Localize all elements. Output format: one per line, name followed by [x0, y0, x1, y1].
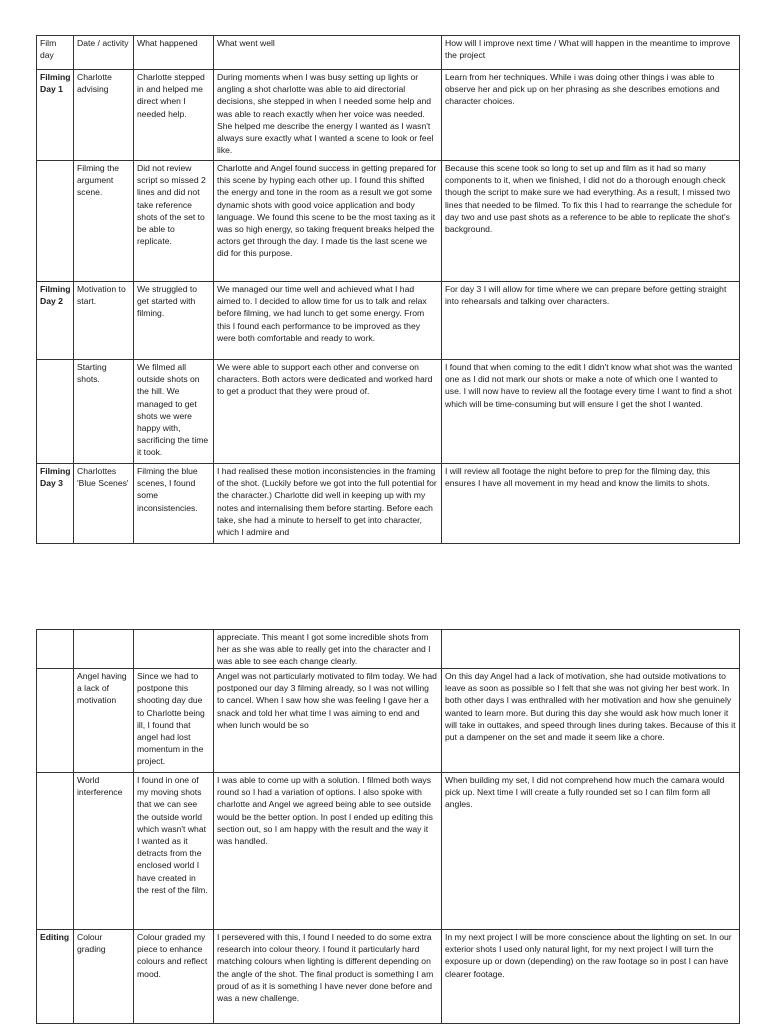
table-row — [37, 773, 740, 930]
film-day-cell — [37, 630, 74, 669]
table-row — [37, 464, 740, 544]
improve-cell: I found that when coming to the edit I didn't know what shot was the wanted one as I did not mark our shots or make a note of which one I wanted to use. I will now have to review all the footage every time I want to find a shot which will be time-consuming but will ensure I get the shot I wanted. — [442, 360, 740, 464]
improve-cell: Learn from her techniques. While i was doing other things i was able to observe her and pick up on her phrasing as she describes emotions and character choices. — [442, 70, 740, 161]
what-happened-cell: We struggled to get started with filming. — [134, 282, 214, 360]
improve-cell: I will review all footage the night before to prep for the filming day, this ensures I have all movement in my head and know the limits to shots. — [442, 464, 740, 544]
table-row — [37, 161, 740, 282]
improve-cell: Because this scene took so long to set up and film as it had so many components to it, when we finished, I did not do a thorough enough check though the script to make sure we had everything. As a result, I missed two lines that needed to be filmed. To fix this I had to rearrange the schedule for day two and use past shots as a reference to be able to replicate the shot's background. — [442, 161, 740, 282]
table-row — [37, 70, 740, 161]
what-went-well-cell: During moments when I was busy setting up lights or angling a shot charlotte was able to aid directorial decisions, she stepped in when I needed some help and was able to reach exactly when her voice was needed. She helped me describe the energy I wanted as I wasn't always sure exactly what I wanted a scene to look or feel like. — [214, 70, 442, 161]
table-row — [37, 669, 740, 773]
what-went-well-cell: Charlotte and Angel found success in getting prepared for this scene by hyping each other up. I found this shifted the energy and tone in the room as a result we got some dynamic shots with good voice application and body language. We found this scene to be the most taxing as it was so high energy, so taking frequent breaks helped the actors get through the day. I made tis the last scene we did for this purpose. — [214, 161, 442, 282]
film-day-cell — [37, 161, 74, 282]
what-happened-cell: Colour graded my piece to enhance colours and reflect mood. — [134, 930, 214, 1024]
activity-cell: Charlottes 'Blue Scenes' — [74, 464, 134, 544]
what-went-well-cell: I persevered with this, I found I needed to do some extra research into colour theory. I found it particularly hard matching colours when lighting is different depending on the angle of the shot. The final product is something I am proud of as it is something I have never done before and was a new challenge. — [214, 930, 442, 1024]
improve-cell — [442, 630, 740, 669]
what-happened-cell: I found in one of my moving shots that we can see the outside world which wasn't what I wanted as it detracts from the enclosed world I have created in the rest of the film. — [134, 773, 214, 930]
activity-cell: Filming the argument scene. — [74, 161, 134, 282]
what-went-well-cell: Angel was not particularly motivated to film today. We had postponed our day 3 filming already, so I was not willing to cancel. When I saw how she was feeling I gave her a snack and told her what time I was aiming to end and when lunch would be so — [214, 669, 442, 773]
header-film-day: Film day — [37, 36, 74, 70]
activity-cell: Colour grading — [74, 930, 134, 1024]
reflection-table-page-1 — [36, 35, 740, 544]
what-went-well-cell: appreciate. This meant I got some incredible shots from her as she was able to really get into the character and I was able to see each change clearly. — [214, 630, 442, 669]
film-day-cell — [37, 669, 74, 773]
film-day-cell: Editing — [37, 930, 74, 1024]
activity-cell: Motivation to start. — [74, 282, 134, 360]
film-day-cell: Filming Day 3 — [37, 464, 74, 544]
table-row — [37, 282, 740, 360]
what-went-well-cell: I had realised these motion inconsistencies in the framing of the shot. (Luckily before we got into the full potential for the character.) Charlotte did well in keeping up with my notes and internalising them before starting. Before each take, she had a minute to herself to get into character, which I admire and — [214, 464, 442, 544]
header-improve: How will I improve next time / What will happen in the meantime to improve the project — [442, 36, 740, 70]
what-happened-cell — [134, 630, 214, 669]
table-row — [37, 930, 740, 1024]
film-day-cell — [37, 360, 74, 464]
improve-cell: For day 3 I will allow for time where we can prepare before getting straight into rehearsals and talking over characters. — [442, 282, 740, 360]
film-day-cell — [37, 773, 74, 930]
reflection-table-page-2 — [36, 629, 740, 1024]
activity-cell: World interference — [74, 773, 134, 930]
what-happened-cell: Did not review script so missed 2 lines and did not take reference shots of the set to be able to replicate. — [134, 161, 214, 282]
activity-cell: Starting shots. — [74, 360, 134, 464]
header-date-activity: Date / activity — [74, 36, 134, 70]
what-went-well-cell: I was able to come up with a solution. I filmed both ways round so I had a variation of options. I also spoke with charlotte and Angel we agreed being able to see outside would be the better option. In post I ended up editing this section out, so I am happy with the result and the way it was handled. — [214, 773, 442, 930]
what-happened-cell: Charlotte stepped in and helped me direct when I needed help. — [134, 70, 214, 161]
what-happened-cell: Filming the blue scenes, I found some inconsistencies. — [134, 464, 214, 544]
activity-cell: Charlotte advising — [74, 70, 134, 161]
improve-cell: When building my set, I did not comprehend how much the camara would pick up. Next time I will create a fully rounded set so I can film form all angles. — [442, 773, 740, 930]
header-what-happened: What happened — [134, 36, 214, 70]
improve-cell: In my next project I will be more conscience about the lighting on set. In our exterior shots I used only natural light, for my next project I will turn the exposure up or down (depending) on the raw footage so in post I can have clearer footage. — [442, 930, 740, 1024]
table-row — [37, 630, 740, 669]
activity-cell: Angel having a lack of motivation — [74, 669, 134, 773]
what-went-well-cell: We were able to support each other and converse on characters. Both actors were dedicated and worked hard to get a product that they were proud of. — [214, 360, 442, 464]
header-row — [37, 36, 740, 70]
improve-cell: On this day Angel had a lack of motivation, she had outside motivations to leave as soon as possible so I felt that she was not giving her best work. In both other days I was enthralled with her motivation and how she genuinely wanted to learn more. But during this day she would ask how much loner it will take in outtakes, and speed through lines during takes. Because of this it put a dampener on the set and made it seem like a chore. — [442, 669, 740, 773]
what-happened-cell: We filmed all outside shots on the hill. We managed to get shots we were happy with, sacrificing the time it took. — [134, 360, 214, 464]
film-day-cell: Filming Day 1 — [37, 70, 74, 161]
film-day-cell: Filming Day 2 — [37, 282, 74, 360]
table-row — [37, 360, 740, 464]
what-happened-cell: Since we had to postpone this shooting day due to Charlotte being ill, I found that angel had lost momentum in the project. — [134, 669, 214, 773]
what-went-well-cell: We managed our time well and achieved what I had aimed to. I decided to allow time for us to talk and relax before filming, we had lunch to get some energy. From this I found each performance to be improved as they were both comfortable and ready to work. — [214, 282, 442, 360]
header-what-went-well: What went well — [214, 36, 442, 70]
activity-cell — [74, 630, 134, 669]
